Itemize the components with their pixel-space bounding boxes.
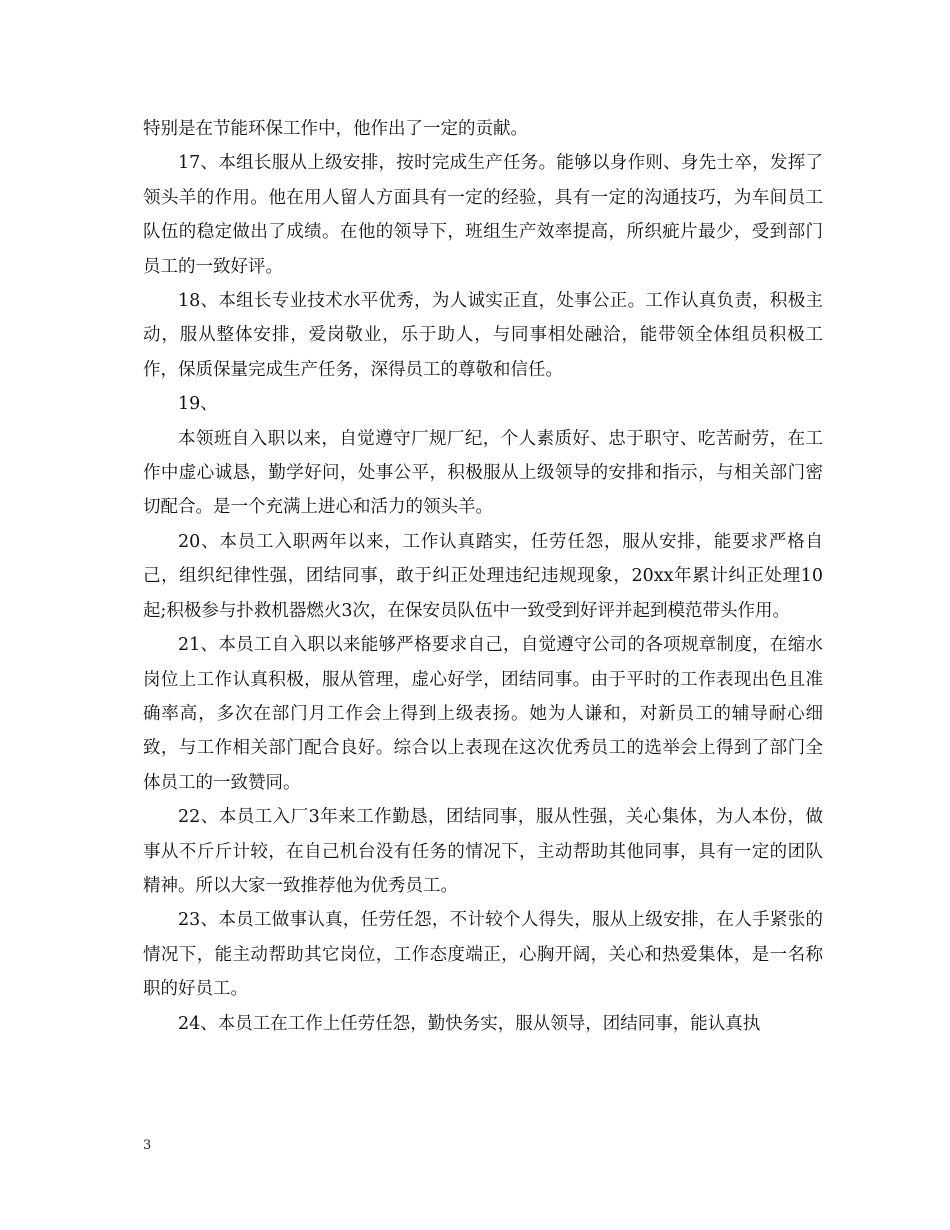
paragraph-continuation: 特别是在节能环保工作中，他作出了一定的贡献。	[143, 119, 528, 139]
paragraph-20: 20、本员工入职两年以来，工作认真踏实，任劳任怨，服从安排，能要求严格自己，组织纪律性强，团结同事，敢于纠正处理违纪违规现象，20xx年累计纠正处理10起;积极参与扑救机器燃火3次，在保安员队伍中一致受到好评并起到模范带头作用。	[143, 531, 823, 621]
paragraph-21: 21、本员工自入职以来能够严格要求自己，自觉遵守公司的各项规章制度，在缩水岗位上工作认真积极，服从管理，虚心好学，团结同事。由于平时的工作表现出色且准确率高，多次在部门月工作会上得到上级表扬。她为人谦和，对新员工的辅导耐心细致，与工作相关部门配合良好。综合以上表现在这次优秀员工的选举会上得到了部门全体员工的一致赞同。	[143, 635, 823, 793]
paragraph-22: 22、本员工入厂3年来工作勤恳，团结同事，服从性强，关心集体，为人本份，做事从不斤斤计较，在自己机台没有任务的情况下，主动帮助其他同事，具有一定的团队精神。所以大家一致推荐他为优秀员工。	[143, 807, 823, 896]
page-body	[143, 112, 823, 1041]
page-number: 3	[143, 1138, 152, 1153]
paragraph-19-heading: 19、	[178, 394, 218, 415]
paragraph-18: 18、本组长专业技术水平优秀，为人诚实正直，处事公正。工作认真负责，积极主动，服从整体安排，爱岗敬业，乐于助人，与同事相处融洽，能带领全体组员积极工作，保质保量完成生产任务，深得员工的尊敬和信任。	[143, 291, 823, 380]
paragraph-23: 23、本员工做事认真，任劳任怨，不计较个人得失，服从上级安排，在人手紧张的情况下，能主动帮助其它岗位，工作态度端正，心胸开阔，关心和热爱集体，是一名称职的好员工。	[143, 910, 823, 1000]
paragraph-19: 本领班自入职以来，自觉遵守厂规厂纪，个人素质好、忠于职守、吃苦耐劳，在工作中虚心诚恳，勤学好问，处事公平，积极服从上级领导的安排和指示，与相关部门密切配合。是一个充满上进心和活力的领头羊。	[143, 428, 823, 518]
paragraph-24: 24、本员工在工作上任劳任怨，勤快务实，服从领导，团结同事，能认真执	[178, 1013, 761, 1034]
paragraph-17: 17、本组长服从上级安排，按时完成生产任务。能够以身作则、身先士卒，发挥了领头羊的作用。他在用人留人方面具有一定的经验，具有一定的沟通技巧，为车间员工队伍的稳定做出了成绩。在他的领导下，班组生产效率提高，所织疵片最少，受到部门员工的一致好评。	[143, 153, 823, 277]
